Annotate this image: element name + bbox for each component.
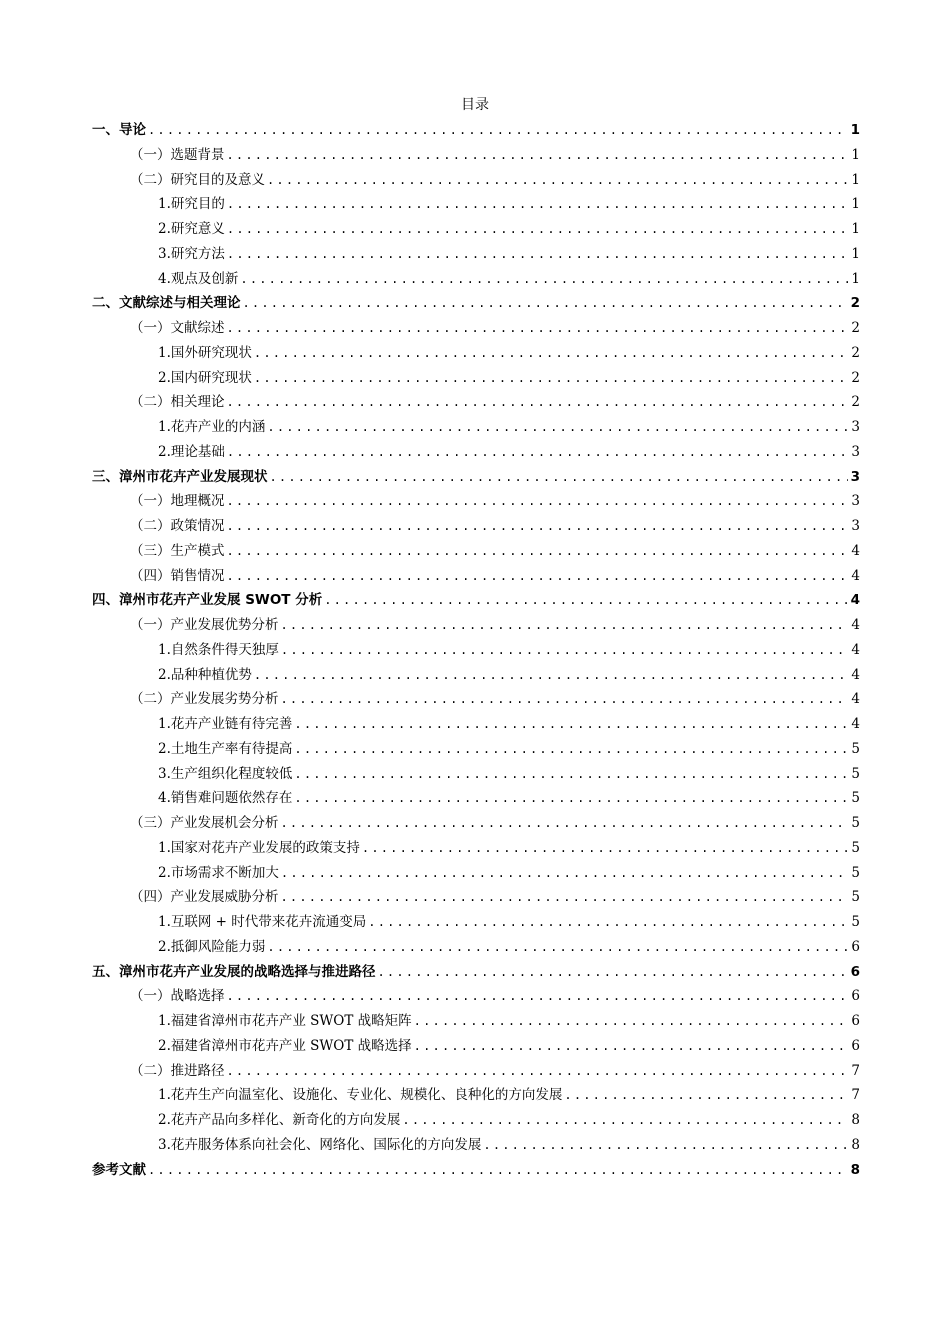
toc-entry-label: 2.市场需求不断加大: [158, 864, 279, 881]
toc-entry-label: （二）推进路径: [130, 1062, 225, 1079]
dot-leader: [368, 910, 848, 935]
toc-entry-label: 4.观点及创新: [158, 270, 239, 287]
dot-leader: [227, 316, 849, 341]
toc-entry-label: 1.花卉产业链有待完善: [158, 716, 293, 732]
toc-entry-page-number: 2: [850, 295, 860, 312]
toc-entry[interactable]: [92, 712, 860, 737]
dot-leader: [227, 539, 849, 564]
toc-entry-label: 1.国家对花卉产业发展的政策支持: [158, 839, 360, 856]
toc-entry[interactable]: [92, 118, 860, 143]
toc-entry-label: 五、漳州市花卉产业发展的战略选择与推进路径: [92, 963, 376, 980]
toc-entry-label: 2.抵御风险能力弱: [158, 938, 266, 955]
toc-entry-label: （四）销售情况: [130, 567, 225, 584]
dot-leader: [281, 885, 849, 910]
toc-entry-page-number: 1: [850, 122, 860, 138]
toc-entry-label: 1.福建省漳州市花卉产业 SWOT 战略矩阵: [158, 1013, 412, 1029]
toc-entry-label: 一、导论: [92, 122, 146, 138]
toc-entry-label: 2.福建省漳州市花卉产业 SWOT 战略选择: [158, 1037, 412, 1054]
toc-entry-label: 3.花卉服务体系向社会化、网络化、国际化的方向发展: [158, 1136, 482, 1153]
toc-entry[interactable]: [92, 762, 860, 787]
toc-entry-page-number: 4: [851, 641, 860, 658]
dot-leader: [227, 217, 848, 242]
dot-leader: [227, 242, 848, 267]
toc-entry-label: 3.生产组织化程度较低: [158, 765, 293, 782]
toc-entry[interactable]: [92, 341, 860, 366]
toc-entry-page-number: 1: [851, 146, 860, 163]
dot-leader: [243, 291, 849, 316]
dot-leader: [281, 687, 849, 712]
toc-entry-label: 1.花卉产业的内涵: [158, 419, 266, 435]
toc-entry-label: 三、漳州市花卉产业发展现状: [92, 468, 268, 485]
toc-entry-label: （一）选题背景: [130, 146, 225, 163]
toc-entry-label: 参考文献: [92, 1161, 146, 1178]
toc-entry[interactable]: [92, 836, 860, 861]
toc-entry-page-number: 1: [851, 245, 860, 262]
toc-entry[interactable]: [92, 960, 860, 985]
toc-entry-page-number: 6: [851, 1013, 860, 1029]
toc-entry-page-number: 5: [851, 914, 860, 930]
toc-entry[interactable]: [92, 1083, 860, 1108]
toc-entry-label: （一）产业发展优势分析: [130, 617, 279, 633]
toc-entry[interactable]: [92, 1059, 860, 1084]
toc-entry[interactable]: [92, 415, 860, 440]
dot-leader: [564, 1083, 848, 1108]
toc-entry-page-number: 5: [851, 765, 860, 782]
dot-leader: [267, 935, 848, 960]
toc-entry-page-number: 2: [851, 344, 860, 361]
toc-entry[interactable]: [92, 316, 860, 341]
dot-leader: [281, 811, 849, 836]
toc-entry-page-number: 6: [851, 1037, 860, 1054]
toc-entry[interactable]: [92, 861, 860, 886]
toc-entry-page-number: 1: [851, 196, 860, 213]
toc-entry-label: （四）产业发展威胁分析: [130, 889, 279, 906]
toc-entry-page-number: 3: [851, 419, 860, 435]
dot-leader: [414, 1009, 848, 1034]
toc-entry-page-number: 7: [851, 1087, 860, 1104]
dot-leader: [254, 663, 848, 688]
table-of-contents: [92, 118, 860, 1182]
dot-leader: [294, 762, 848, 787]
dot-leader: [270, 465, 849, 490]
toc-entry-label: 四、漳州市花卉产业发展 SWOT 分析: [92, 592, 323, 609]
toc-entry-label: 1.花卉生产向温室化、设施化、专业化、规模化、良种化的方向发展: [158, 1087, 563, 1104]
toc-entry-page-number: 2: [851, 369, 860, 386]
toc-entry-label: （三）生产模式: [130, 542, 225, 559]
dot-leader: [362, 836, 848, 861]
toc-entry[interactable]: [92, 885, 860, 910]
toc-entry[interactable]: [92, 1133, 860, 1158]
toc-entry-label: 2.品种种植优势: [158, 666, 252, 683]
dot-leader: [227, 192, 848, 217]
toc-entry[interactable]: [92, 366, 860, 391]
dot-leader: [227, 564, 849, 589]
toc-entry-label: （三）产业发展机会分析: [130, 815, 279, 831]
toc-entry-page-number: 8: [850, 1161, 860, 1178]
toc-entry[interactable]: [92, 539, 860, 564]
toc-entry-page-number: 5: [851, 864, 860, 881]
toc-entry-page-number: 5: [851, 815, 860, 831]
dot-leader: [227, 1059, 849, 1084]
toc-entry-label: （一）地理概况: [130, 493, 225, 510]
dot-leader: [254, 366, 848, 391]
toc-entry-page-number: 5: [851, 889, 860, 906]
dot-leader: [294, 786, 848, 811]
dot-leader: [324, 588, 848, 613]
toc-entry-page-number: 1: [851, 171, 860, 188]
toc-entry[interactable]: [92, 910, 860, 935]
toc-entry-label: （一）文献综述: [130, 320, 225, 336]
dot-leader: [227, 440, 848, 465]
dot-leader: [227, 489, 849, 514]
toc-entry[interactable]: [92, 737, 860, 762]
toc-entry-page-number: 8: [851, 1136, 860, 1153]
toc-entry[interactable]: [92, 390, 860, 415]
toc-entry[interactable]: [92, 638, 860, 663]
toc-entry-label: 2.花卉产品向多样化、新奇化的方向发展: [158, 1112, 401, 1128]
toc-entry-label: 4.销售难问题依然存在: [158, 790, 293, 807]
toc-entry-page-number: 5: [851, 790, 860, 807]
toc-entry-page-number: 6: [851, 988, 860, 1005]
toc-entry-label: （二）研究目的及意义: [130, 171, 265, 188]
toc-entry-label: 1.研究目的: [158, 196, 225, 213]
toc-entry-label: （二）相关理论: [130, 394, 225, 411]
toc-entry-page-number: 3: [851, 518, 860, 534]
toc-entry[interactable]: [92, 687, 860, 712]
dot-leader: [281, 638, 848, 663]
dot-leader: [483, 1133, 848, 1158]
dot-leader: [267, 415, 848, 440]
toc-entry-label: 2.研究意义: [158, 221, 225, 237]
toc-entry[interactable]: [92, 514, 860, 539]
dot-leader: [294, 712, 848, 737]
toc-entry-page-number: 8: [851, 1112, 860, 1128]
toc-entry-page-number: 4: [851, 666, 860, 683]
toc-entry[interactable]: [92, 786, 860, 811]
toc-entry-page-number: 4: [850, 592, 860, 609]
toc-entry[interactable]: [92, 1108, 860, 1133]
toc-entry-label: （二）政策情况: [130, 518, 225, 534]
dot-leader: [227, 390, 849, 415]
toc-entry-page-number: 6: [850, 963, 860, 980]
toc-entry[interactable]: [92, 192, 860, 217]
dot-leader: [281, 613, 849, 638]
toc-entry[interactable]: [92, 588, 860, 613]
dot-leader: [281, 861, 848, 886]
toc-entry-label: （二）产业发展劣势分析: [130, 691, 279, 708]
toc-entry-page-number: 4: [851, 691, 860, 708]
toc-entry[interactable]: [92, 935, 860, 960]
toc-entry[interactable]: [92, 291, 860, 316]
toc-entry-page-number: 1: [851, 221, 860, 237]
toc-entry-page-number: 3: [851, 493, 860, 510]
toc-entry-page-number: 3: [850, 468, 860, 485]
toc-entry-page-number: 1: [851, 270, 860, 287]
toc-entry-page-number: 5: [851, 740, 860, 757]
toc-entry[interactable]: [92, 663, 860, 688]
dot-leader: [267, 168, 848, 193]
toc-entry[interactable]: [92, 613, 860, 638]
dot-leader: [227, 514, 849, 539]
toc-entry-label: （一）战略选择: [130, 988, 225, 1005]
toc-entry-page-number: 2: [851, 320, 860, 336]
toc-entry[interactable]: [92, 143, 860, 168]
toc-entry-page-number: 4: [851, 542, 860, 559]
toc-entry-page-number: 5: [851, 839, 860, 856]
toc-entry-label: 2.理论基础: [158, 443, 225, 460]
toc-entry[interactable]: [92, 267, 860, 292]
toc-entry[interactable]: [92, 1158, 860, 1183]
toc-entry-label: 3.研究方法: [158, 245, 225, 262]
toc-entry-page-number: 6: [851, 938, 860, 955]
toc-entry-page-number: 4: [851, 716, 860, 732]
dot-leader: [402, 1108, 848, 1133]
toc-entry-label: 2.国内研究现状: [158, 369, 252, 386]
dot-leader: [240, 267, 848, 292]
toc-entry[interactable]: [92, 1034, 860, 1059]
toc-entry[interactable]: [92, 811, 860, 836]
toc-entry[interactable]: [92, 564, 860, 589]
toc-entry-label: 1.国外研究现状: [158, 344, 252, 361]
toc-entry-page-number: 7: [851, 1062, 860, 1079]
dot-leader: [254, 341, 848, 366]
toc-entry[interactable]: [92, 242, 860, 267]
toc-entry-page-number: 4: [851, 567, 860, 584]
toc-entry-label: 二、文献综述与相关理论: [92, 295, 241, 312]
toc-entry[interactable]: [92, 1009, 860, 1034]
toc-entry-label: 2.土地生产率有待提高: [158, 740, 293, 757]
toc-entry-label: 1.自然条件得天独厚: [158, 641, 279, 658]
toc-entry-page-number: 2: [851, 394, 860, 411]
dot-leader: [148, 118, 848, 143]
dot-leader: [378, 960, 849, 985]
dot-leader: [227, 984, 849, 1009]
toc-entry[interactable]: [92, 984, 860, 1009]
dot-leader: [148, 1158, 848, 1183]
toc-entry-page-number: 3: [851, 443, 860, 460]
toc-entry-label: 1.互联网 + 时代带来花卉流通变局: [158, 914, 367, 930]
toc-entry-page-number: 4: [851, 617, 860, 633]
toc-title: 目录: [461, 97, 489, 113]
toc-entry[interactable]: [92, 465, 860, 490]
dot-leader: [414, 1034, 848, 1059]
toc-entry[interactable]: [92, 168, 860, 193]
toc-entry[interactable]: [92, 217, 860, 242]
dot-leader: [294, 737, 848, 762]
toc-entry[interactable]: [92, 440, 860, 465]
toc-entry[interactable]: [92, 489, 860, 514]
dot-leader: [227, 143, 849, 168]
